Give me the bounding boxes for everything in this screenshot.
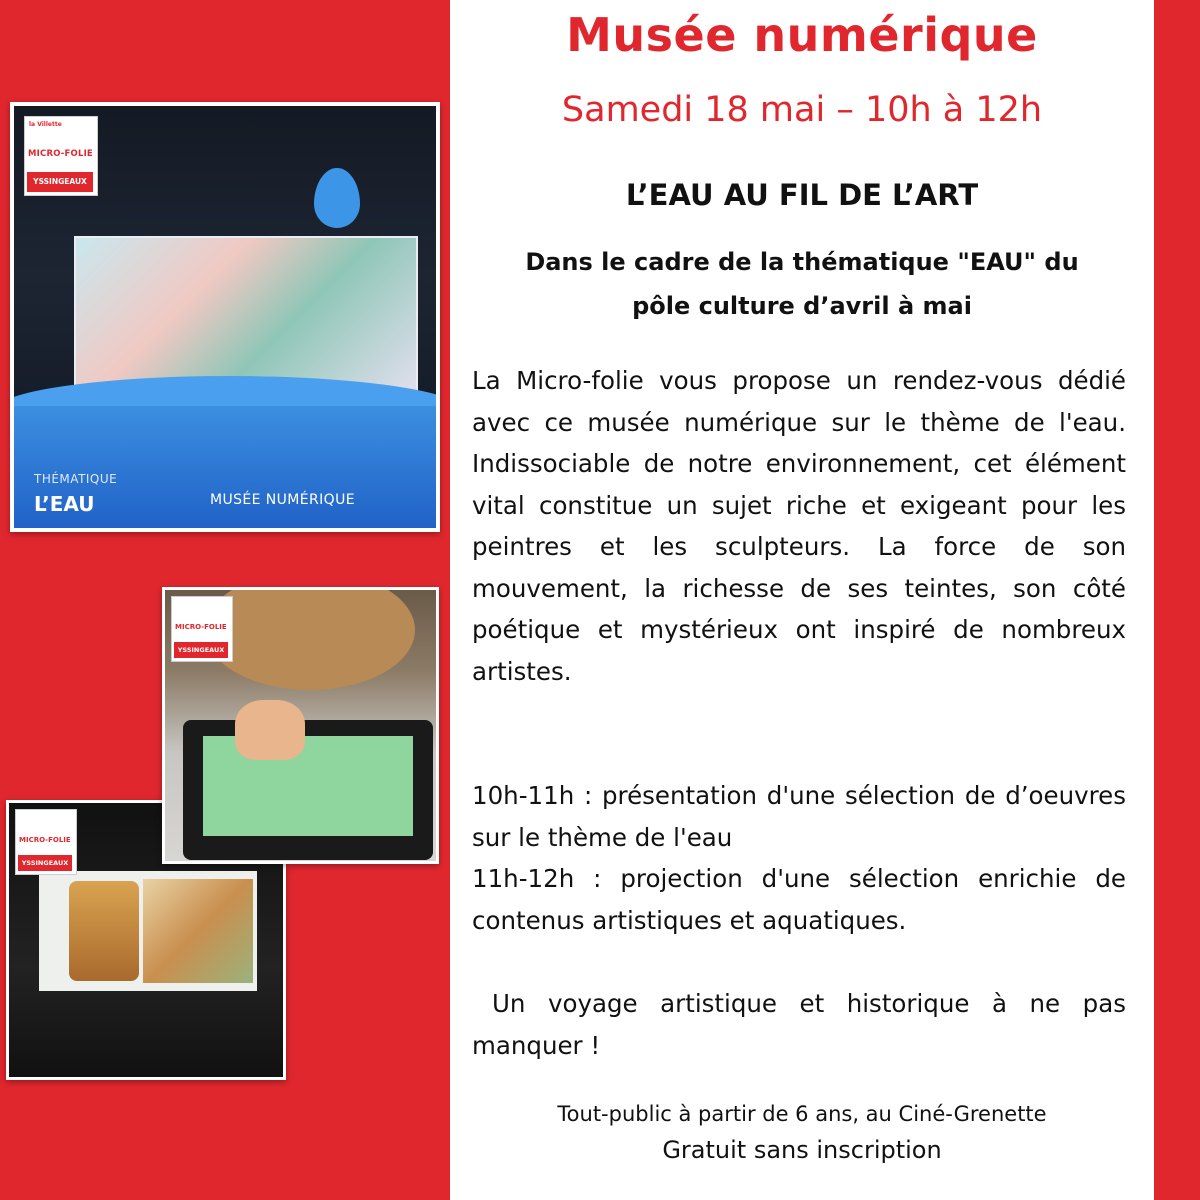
tablet-device	[183, 720, 433, 860]
event-date: Samedi 18 mai – 10h à 12h	[561, 90, 1043, 130]
armchair-artwork	[69, 881, 139, 981]
event-subtitle: L’EAU AU FIL DE L’ART	[625, 178, 979, 212]
main-event-photo	[10, 102, 440, 532]
water-drop-mascot-icon	[314, 168, 360, 228]
page-title: Musée numérique	[566, 8, 1038, 62]
schedule-item-1: 10h-11h : présentation d'une sélection de d’oeuvres sur le thème de l'eau	[472, 781, 1126, 852]
theme-value: L’EAU	[34, 492, 95, 516]
badge-city: YSSINGEAUX	[174, 642, 228, 658]
tablet-screen	[203, 736, 413, 836]
tablet-photo	[162, 587, 439, 864]
pricing-info: Gratuit sans inscription	[662, 1136, 942, 1164]
description-paragraph: La Micro-folie vous propose un rendez-vous dédié avec ce musée numérique sur le thème de l'eau. Indissociable de notre environnement, cet élément vital constitue un sujet riche et exigeant pour les peintres et les sculpteurs. La force de son mouvement, la richesse de ses teintes, son côté poétique et mystérieux ont inspiré de nombreux artistes.	[472, 366, 1126, 686]
context-line-1: Dans le cadre de la thématique "EAU" du	[525, 248, 1079, 276]
theme-label: THÉMATIQUE	[34, 472, 118, 486]
badge-brand: la Villette	[29, 121, 62, 128]
badge-name: MICRO-FOLIE	[175, 623, 227, 631]
painting-artwork	[143, 879, 253, 983]
audience-info: Tout-public à partir de 6 ans, au Ciné-Grenette	[557, 1102, 1047, 1126]
schedule-item-2: 11h-12h : projection d'une sélection enrichie de contenus artistiques et aquatiques.	[472, 864, 1126, 935]
projection-screen	[39, 871, 257, 991]
micro-folie-badge-small	[15, 809, 77, 875]
closing-text: Un voyage artistique et historique à ne pas manquer !	[472, 989, 1126, 1060]
badge-name: MICRO-FOLIE	[19, 836, 71, 844]
child-hand	[235, 700, 305, 760]
context-line-2: pôle culture d’avril à mai	[632, 292, 972, 320]
badge-name: MICRO-FOLIE	[28, 149, 93, 159]
micro-folie-badge-small	[171, 596, 233, 662]
right-red-stripe	[1154, 0, 1200, 1200]
child-hair	[205, 590, 415, 690]
event-context	[470, 240, 1134, 328]
badge-city: YSSINGEAUX	[27, 172, 93, 192]
micro-folie-badge	[24, 116, 98, 196]
museum-label: MUSÉE NUMÉRIQUE	[210, 492, 355, 508]
schedule	[472, 775, 1126, 941]
badge-city: YSSINGEAUX	[18, 855, 72, 871]
